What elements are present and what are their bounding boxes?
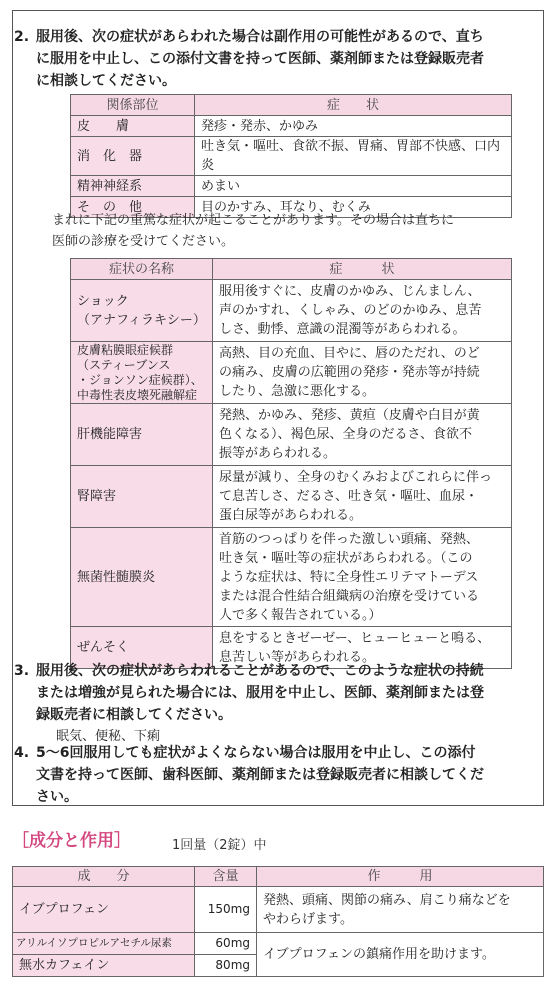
part-cell: 消 化 器 — [71, 137, 195, 176]
serious-symptoms-note — [52, 210, 454, 252]
item-line: 録販売者に相談してください。 — [36, 707, 232, 723]
item-line: 文書を持って医師、歯科医師、薬剤師または登録販売者に相談してくだ — [36, 767, 484, 783]
item-line: 服用後、次の症状があらわれることがあるので、このような症状の持続 — [36, 663, 484, 679]
header-ingredient: 成 分 — [13, 867, 195, 887]
name-line: ショック — [77, 293, 129, 309]
header-symptom: 症 状 — [195, 95, 512, 116]
effect-line: やわらげます。 — [263, 911, 353, 927]
desc-line: 息苦しい等があらわれる。 — [219, 649, 376, 665]
item-line: または増強が見られた場合には、服用を中止し、医師、薬剤師または登 — [36, 685, 484, 701]
symptom-desc-cell — [213, 342, 512, 404]
item-line: 5～6回服用しても症状がよくならない場合は服用を中止し、この添付 — [36, 745, 476, 761]
precaution-item-2 — [14, 26, 484, 92]
note-line: 医師の診療を受けてください。 — [52, 234, 235, 249]
item-line: さい。 — [36, 789, 78, 805]
name-line: （アナフィラキシー） — [77, 312, 206, 328]
symptom-name-cell — [71, 528, 213, 627]
symptom-desc-cell — [213, 466, 512, 528]
ingredient-amount: 80mg — [195, 955, 257, 977]
part-cell: 精神神経系 — [71, 176, 195, 197]
desc-line: 蛋白尿等があらわれる。 — [219, 508, 363, 523]
ingredients-title: ［成分と作用］ — [12, 831, 131, 851]
header-symptom: 症 状 — [213, 259, 512, 280]
precaution-item-3 — [14, 660, 484, 726]
name-line: 中毒性表皮壊死融解症 — [77, 387, 198, 402]
header-part: 関係部位 — [71, 95, 195, 116]
ingredient-amount: 60mg — [195, 933, 257, 955]
header-amount: 含量 — [195, 867, 257, 887]
desc-line: または混合性結合組織病の治療を受けている — [219, 588, 480, 604]
desc-line: の痛み、皮膚の広範囲の発疹・発赤等が持続 — [219, 365, 480, 380]
symptom-name-cell — [71, 280, 213, 342]
ingredient-effect — [257, 887, 544, 933]
part-cell: そ の 他 — [71, 197, 195, 218]
symptom-desc-cell — [213, 404, 512, 466]
desc-line: 高熱、目の充血、目やに、唇のただれ、のど — [219, 346, 480, 361]
item-line: 服用後、次の症状があらわれた場合は副作用の可能性があるので、直ち — [36, 29, 484, 45]
ingredient-amount: 150mg — [195, 887, 257, 933]
ingredient-name: イブプロフェン — [13, 887, 195, 933]
item-number: 4. — [14, 745, 30, 761]
desc-line: しさ、動悸、意識の混濁等があらわれる。 — [219, 322, 466, 337]
name-line: 皮膚粘膜眼症候群 — [77, 342, 174, 357]
symptom-list: 眠気、便秘、下痢 — [56, 729, 161, 744]
item-number: 2. — [14, 29, 30, 45]
desc-line: 発熱、かゆみ、発疹、黄疸（皮膚や白目が黄 — [219, 408, 480, 423]
side-effects-table — [70, 94, 512, 218]
symptom-desc-cell — [213, 280, 512, 342]
name-line: （スティーブンス — [77, 357, 171, 372]
item-line: に服用を中止し、この添付文書を持って医師、薬剤師または登録販売者 — [36, 51, 484, 67]
name-line: 腎障害 — [77, 489, 117, 504]
symptom-desc-cell — [213, 528, 512, 627]
symptom-cell: 目のかすみ、耳なり、むくみ — [195, 197, 512, 218]
ingredients-table — [12, 866, 544, 977]
desc-line: て息苦しさ、だるさ、吐き気・嘔吐、血尿・ — [219, 489, 478, 504]
note-line: まれに下記の重篤な症状が起こることがあります。その場合は直ちに — [52, 213, 454, 228]
desc-line: 首筋のつっぱりを伴った激しい頭痛、発熱、 — [219, 531, 479, 547]
desc-line: 息をするときゼーゼー、ヒューヒューと鳴る、 — [219, 630, 491, 646]
name-line: ぜんそく — [77, 640, 130, 655]
desc-line: 吐き気・嘔吐等の症状があらわれる。（この — [219, 550, 473, 566]
name-line: ・ジョンソン症候群）、 — [77, 372, 203, 387]
symptom-name-cell — [71, 466, 213, 528]
name-line: 無菌性髄膜炎 — [77, 569, 156, 585]
header-name: 症状の名称 — [71, 259, 213, 280]
symptom-cell: 発疹・発赤、かゆみ — [195, 116, 512, 137]
symptom-name-cell — [71, 342, 213, 404]
ingredient-name: 無水カフェイン — [13, 955, 195, 977]
desc-line: したり、急激に悪化する。 — [219, 384, 376, 399]
shared-effect: イブプロフェンの鎮痛作用を助けます。 — [257, 933, 544, 977]
dose-note: 1回量（2錠）中 — [172, 838, 267, 853]
effect-line: 発熱、頭痛、関節の痛み、肩こり痛などを — [263, 892, 511, 908]
desc-line: 人で多く報告されている。） — [219, 607, 382, 623]
desc-line: 服用後すぐに、皮膚のかゆみ、じんましん、 — [219, 284, 481, 299]
symptom-cell: めまい — [195, 176, 512, 197]
part-cell: 皮 膚 — [71, 116, 195, 137]
desc-line: 声のかすれ、くしゃみ、のどのかゆみ、息苦 — [219, 303, 482, 318]
serious-symptoms-table — [70, 258, 512, 669]
symptom-name-cell — [71, 404, 213, 466]
ingredient-name: アリルイソプロピルアセチル尿素 — [13, 933, 195, 955]
desc-line: 色くなる）、褐色尿、全身のだるさ、食欲不 — [219, 427, 472, 442]
precaution-item-4 — [14, 742, 484, 808]
item-line: に相談してください。 — [36, 73, 176, 89]
header-effect: 作 用 — [257, 867, 544, 887]
desc-line: 尿量が減り、全身のむくみおよびこれらに伴っ — [219, 470, 493, 485]
name-line: 肝機能障害 — [77, 427, 143, 442]
desc-line: ような症状は、特に全身性エリテマトーデス — [219, 569, 479, 585]
item-number: 3. — [14, 663, 30, 679]
symptom-cell: 吐き気・嘔吐、食欲不振、胃痛、胃部不快感、口内炎 — [195, 137, 512, 176]
desc-line: 振等があらわれる。 — [219, 446, 337, 461]
